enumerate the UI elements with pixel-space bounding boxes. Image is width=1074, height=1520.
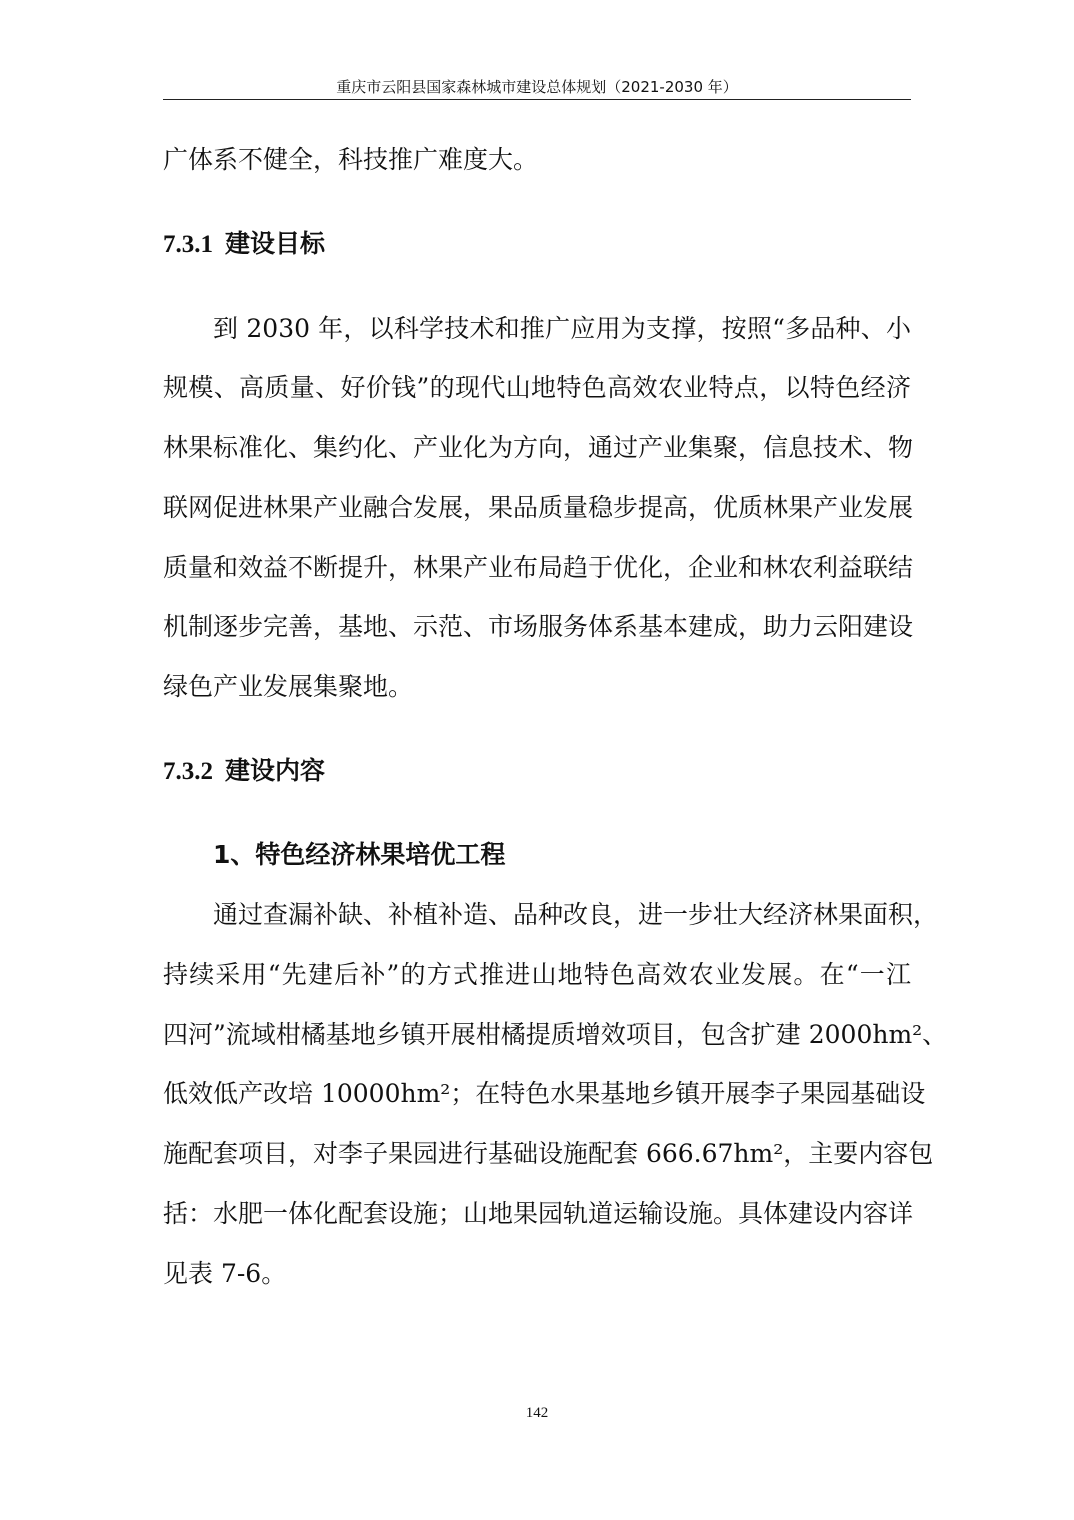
paragraph-line: 见表 7-6。 — [163, 1259, 287, 1288]
paragraph-line: 林果标准化、集约化、产业化为方向，通过产业集聚，信息技术、物 — [163, 433, 914, 462]
paragraph-line: 质量和效益不断提升，林果产业布局趋于优化，企业和林农利益联结 — [163, 553, 914, 582]
paragraph-line: 绿色产业发展集聚地。 — [163, 672, 414, 701]
paragraph-line: 持续采用“先建后补”的方式推进山地特色高效农业发展。在“一江 — [163, 960, 911, 989]
paragraph-line: 联网促进林果产业融合发展，果品质量稳步提高，优质林果产业发展 — [163, 493, 914, 522]
paragraph-line: 施配套项目，对李子果园进行基础设施配套 666.67hm²，主要内容包 — [163, 1139, 934, 1168]
section-number: 7.3.2 — [163, 758, 213, 785]
paragraph-line: 机制逐步完善，基地、示范、市场服务体系基本建成，助力云阳建设 — [163, 612, 914, 641]
continuation-text: 广体系不健全，科技推广难度大。 — [163, 145, 539, 174]
paragraph-line: 括：水肥一体化配套设施；山地果园轨道运输设施。具体建设内容详 — [163, 1199, 914, 1228]
paragraph-line: 规模、高质量、好价钱”的现代山地特色高效农业特点，以特色经济 — [163, 373, 911, 402]
page-number: 142 — [525, 1405, 549, 1421]
paragraph-line: 四河”流域柑橘基地乡镇开展柑橘提质增效项目，包含扩建 2000hm²、 — [163, 1020, 948, 1049]
section-title: 建设内容 — [225, 756, 326, 785]
section-heading-7-3-1 — [163, 226, 325, 263]
paragraph-line: 通过查漏补缺、补植补造、品种改良，进一步壮大经济林果面积， — [213, 900, 939, 929]
subsection-heading: 1、特色经济林果培优工程 — [213, 840, 506, 869]
paragraph-line: 到 2030 年，以科学技术和推广应用为支撑，按照“多品种、小 — [213, 314, 911, 343]
header-divider — [163, 99, 911, 100]
paragraph-line: 低效低产改培 10000hm²；在特色水果基地乡镇开展李子果园基础设 — [163, 1079, 926, 1108]
section-title: 建设目标 — [225, 229, 326, 258]
running-header: 重庆市云阳县国家森林城市建设总体规划（2021-2030 年） — [336, 78, 738, 96]
section-number: 7.3.1 — [163, 231, 213, 258]
section-heading-7-3-2 — [163, 753, 325, 790]
